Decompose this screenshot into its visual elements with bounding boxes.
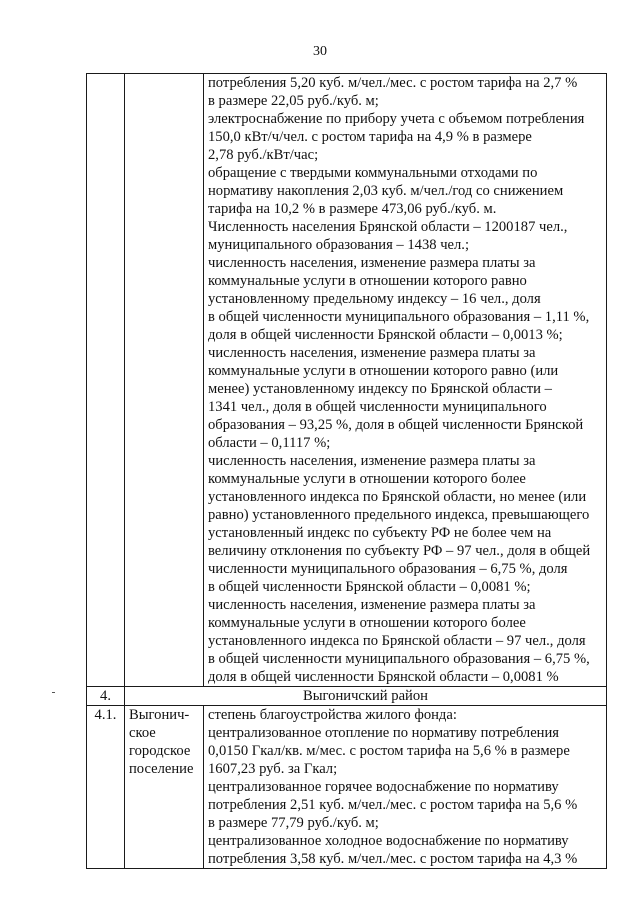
entry-description: степень благоустройства жилого фонда: централизованное отопление по нормативу потребления 0,0150 Гкал/кв. м/мес. с ростом тарифа на 5,6 % в размере 1607,23 руб. за Гкал; централизованное горячее водоснабжение по нормативу потребления 2,51 куб. м/чел./мес. с ростом тарифа на 5,6 % в размере 77,79 руб./куб. м; централизованное холодное водоснабжение по нормативу потребления 3,58 куб. м/чел./мес. с ростом тарифа на 4,3 % <box>204 706 607 869</box>
table-row-continuation <box>87 74 607 687</box>
margin-mark <box>52 692 55 693</box>
row-number-cell <box>87 74 125 687</box>
row-name-cell <box>125 74 204 687</box>
page-number: 30 <box>313 44 327 59</box>
section-number: 4. <box>87 687 125 706</box>
table-row-section <box>87 687 607 706</box>
entry-name: Выгонич- ское городское поселение <box>125 706 204 869</box>
table-row-entry <box>87 706 607 869</box>
row-description-cell: потребления 5,20 куб. м/чел./мес. с ростом тарифа на 2,7 % в размере 22,05 руб./куб. м; электроснабжение по прибору учета с объемом потребления 150,0 кВт/ч/чел. с ростом тарифа на 4,9 % в размере 2,78 руб./кВт/час; обращение с твердыми коммунальными отходами по нормативу накопления 2,03 куб. м/чел./год со снижением тарифа на 10,2 % в размере 473,06 руб./куб. м. Численность населения Брянской области – 1200187 чел., муниципального образования – 1438 чел.; численность населения, изменение размера платы за коммунальные услуги в отношении которого равно установленному предельному индексу – 16 чел., доля в общей численности муниципального образования – 1,11 %, доля в общей численности Брянской области – 0,0013 %; численность населения, изменение размера платы за коммунальные услуги в отношении которого равно (или менее) установленному индексу по Брянской области – 1341 чел., доля в общей численности муниципального образования – 93,25 %, доля в общей численности Брянской области – 0,1117 %; численность населения, изменение размера платы за коммунальные услуги в отношении которого более установленного индекса по Брянской области, но менее (или равно) установленного предельного индекса, превышающего установленный индекс по субъекту РФ не более чем на величину отклонения по субъекту РФ – 97 чел., доля в общей численности муниципального образования – 6,75 %, доля в общей численности Брянской области – 0,0081 %; численность населения, изменение размера платы за коммунальные услуги в отношении которого более установленного индекса по Брянской области – 97 чел., доля в общей численности муниципального образования – 6,75 %, доля в общей численности Брянской области – 0,0081 % <box>204 74 607 687</box>
section-title: Выгоничский район <box>125 687 607 706</box>
tariff-table <box>86 73 607 869</box>
entry-number: 4.1. <box>87 706 125 869</box>
